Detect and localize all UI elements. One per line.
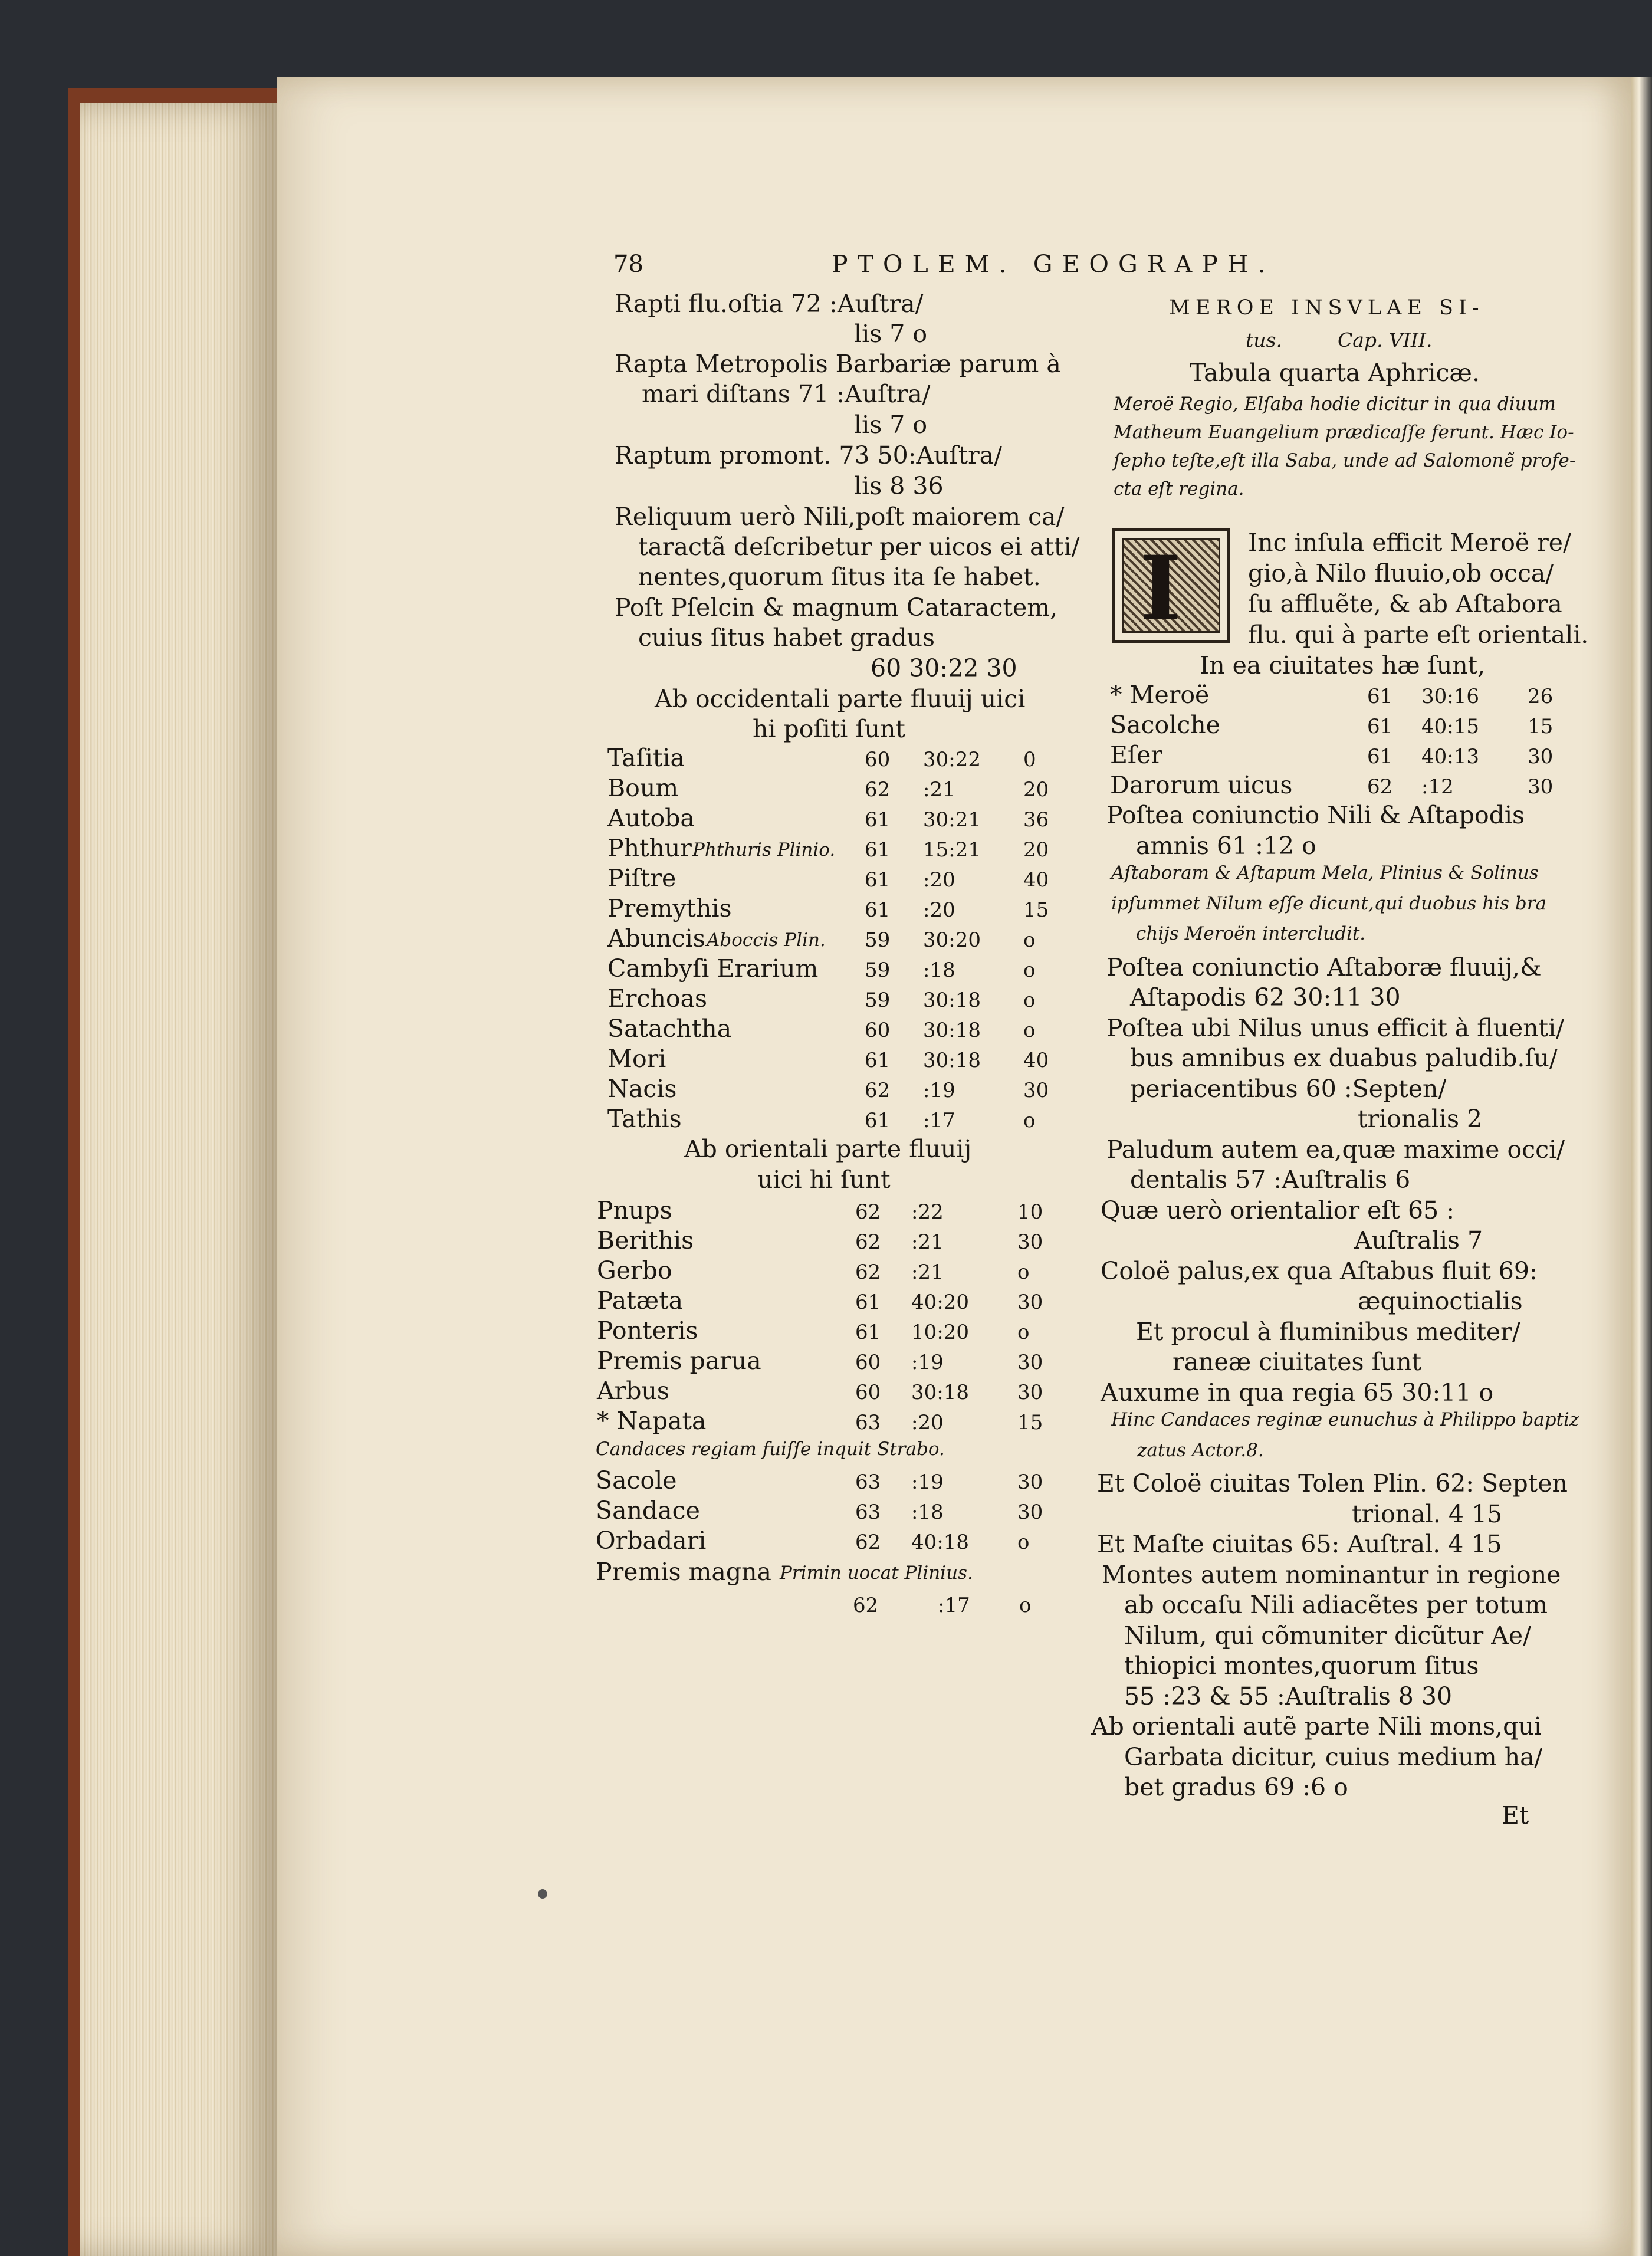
latitude: 30:21 bbox=[923, 808, 981, 832]
minutes: o bbox=[1017, 1260, 1030, 1284]
longitude: 61 bbox=[1367, 745, 1393, 769]
text-line: Paludum autem ea,quæ maxime occi/ bbox=[1106, 1135, 1565, 1164]
town-name: Cambyſi Erarium bbox=[607, 954, 819, 983]
minutes: 30 bbox=[1017, 1230, 1043, 1254]
minutes: o bbox=[1017, 1531, 1030, 1554]
text-line: Coloë palus,ex qua Aſtabus fluit 69: bbox=[1101, 1257, 1538, 1285]
chapter-heading-cont: tus. bbox=[1246, 329, 1282, 352]
longitude: 62 bbox=[865, 778, 891, 802]
town-name: Abuncis bbox=[607, 924, 705, 953]
text-line: Et procul à fluminibus mediter/ bbox=[1136, 1318, 1520, 1346]
text-line: Poſtea coniunctio Nili & Aſtapodis bbox=[1106, 801, 1525, 829]
margin-note: Candaces regiam fuiſſe inquit Strabo. bbox=[596, 1439, 945, 1460]
text-line: Ab orientali autẽ parte Nili mons,qui bbox=[1091, 1712, 1542, 1741]
minutes: 40 bbox=[1023, 868, 1049, 892]
town-name: Orbadari bbox=[596, 1526, 707, 1555]
minutes: 20 bbox=[1023, 838, 1049, 862]
text-line: lis 7 o bbox=[854, 411, 928, 439]
minutes: 10 bbox=[1017, 1200, 1043, 1224]
town-name: Piſtre bbox=[607, 864, 676, 892]
text-line: dentalis 57 :Auſtralis 6 bbox=[1130, 1165, 1411, 1194]
text-line: Hinc Candaces reginæ eunuchus à Philippo baptiz bbox=[1111, 1409, 1579, 1430]
latitude: :17 bbox=[923, 1109, 955, 1132]
latitude: 40:15 bbox=[1421, 715, 1479, 738]
latitude: 30:20 bbox=[923, 928, 981, 952]
section-heading: Ab orientali parte fluuij bbox=[684, 1135, 972, 1163]
minutes: o bbox=[1019, 1594, 1032, 1617]
text-line: trional. 4 15 bbox=[1352, 1500, 1503, 1528]
text-line: Aſtapodis 62 30:11 30 bbox=[1130, 983, 1401, 1012]
town-name: Nacis bbox=[607, 1075, 677, 1103]
latitude: 40:13 bbox=[1421, 745, 1479, 769]
latitude: :18 bbox=[923, 958, 955, 982]
text-line: Montes autem nominantur in regione bbox=[1102, 1561, 1561, 1589]
town-name: Sacole bbox=[596, 1466, 677, 1495]
longitude: 60 bbox=[865, 748, 891, 771]
minutes: 40 bbox=[1023, 1049, 1049, 1072]
town-name: Tathis bbox=[607, 1105, 682, 1133]
catchword: Et bbox=[1502, 1801, 1529, 1830]
intro-note: Matheum Euangelium prædicaſſe ferunt. Hæc Io- bbox=[1114, 422, 1574, 443]
latitude: :22 bbox=[911, 1200, 944, 1224]
minutes: 30 bbox=[1017, 1470, 1043, 1494]
text-line: taractã deſcribetur per uicos ei atti/ bbox=[638, 533, 1080, 561]
text-line: Poſt Pſelcin & magnum Cataractem, bbox=[615, 593, 1058, 622]
town-name: Autoba bbox=[607, 804, 695, 832]
latitude: 40:20 bbox=[911, 1290, 969, 1314]
town-name: Taſitia bbox=[607, 744, 685, 772]
town-name: Ponteris bbox=[597, 1316, 698, 1345]
minutes: o bbox=[1023, 958, 1036, 982]
latitude: 40:18 bbox=[911, 1531, 969, 1554]
minutes: 15 bbox=[1528, 715, 1554, 738]
text-line: bus amnibus ex duabus paludib.ſu/ bbox=[1130, 1044, 1558, 1072]
text-line: bet gradus 69 :6 o bbox=[1124, 1773, 1348, 1801]
longitude: 61 bbox=[865, 808, 891, 832]
longitude: 62 bbox=[865, 1079, 891, 1102]
minutes: o bbox=[1023, 989, 1036, 1012]
town-note: Aboccis Plin. bbox=[707, 930, 826, 951]
minutes: 26 bbox=[1528, 685, 1554, 708]
longitude: 61 bbox=[1367, 715, 1393, 738]
longitude: 62 bbox=[855, 1260, 881, 1284]
town-note: Phthuris Plinio. bbox=[692, 839, 836, 861]
text-line: Nilum, qui cõmuniter dicũtur Ae/ bbox=[1124, 1621, 1531, 1650]
text-line: ipſummet Nilum eſſe dicunt,qui duobus his bra bbox=[1111, 893, 1547, 914]
page-edges bbox=[80, 103, 277, 2256]
town-note: Primin uocat Plinius. bbox=[780, 1562, 973, 1584]
city-name: * Meroë bbox=[1110, 681, 1210, 709]
text-line: gio,à Nilo fluuio,ob occa/ bbox=[1248, 559, 1554, 587]
section-heading: Ab occidentali parte fluuij uici bbox=[655, 685, 1026, 713]
latitude: 30:18 bbox=[923, 989, 981, 1012]
running-title: PTOLEM. GEOGRAPH. bbox=[832, 250, 1275, 278]
text-line: Reliquum uerò Nili,poſt maiorem ca/ bbox=[615, 503, 1065, 531]
text-line: flu. qui à parte eſt orientali. bbox=[1248, 620, 1589, 649]
longitude: 62 bbox=[855, 1531, 881, 1554]
town-name: Premis parua bbox=[597, 1347, 761, 1375]
latitude: :21 bbox=[923, 778, 955, 802]
text-line: chijs Meroën intercludit. bbox=[1136, 923, 1366, 944]
text-line: ſu affluẽte, & ab Aſtabora bbox=[1248, 590, 1562, 618]
latitude: :20 bbox=[911, 1411, 944, 1434]
text-line: lis 8 36 bbox=[854, 472, 944, 500]
text-line: æquinoctialis bbox=[1358, 1287, 1523, 1315]
decorated-initial bbox=[1112, 528, 1230, 643]
tabula-heading: Tabula quarta Aphricæ. bbox=[1190, 359, 1480, 387]
text-line: raneæ ciuitates ſunt bbox=[1173, 1348, 1422, 1376]
chapter-heading: MEROE INSVLAE SI- bbox=[1169, 296, 1484, 320]
longitude: 61 bbox=[865, 868, 891, 892]
text-line: zatus Actor.8. bbox=[1137, 1440, 1264, 1461]
section-heading: hi poſiti ſunt bbox=[753, 715, 905, 743]
longitude: 61 bbox=[865, 1049, 891, 1072]
text-line: Et Coloë ciuitas Tolen Plin. 62: Septen bbox=[1097, 1469, 1568, 1498]
text-line: Auſtralis 7 bbox=[1354, 1226, 1483, 1255]
town-name: Boum bbox=[607, 774, 679, 802]
text-line: Garbata dicitur, cuius medium ha/ bbox=[1124, 1743, 1543, 1771]
page-spot bbox=[538, 1889, 547, 1899]
town-name: Satachtha bbox=[607, 1014, 732, 1043]
minutes: 20 bbox=[1023, 778, 1049, 802]
latitude: 30:16 bbox=[1421, 685, 1479, 708]
intro-note: cta eſt regina. bbox=[1114, 478, 1244, 500]
latitude: :17 bbox=[938, 1594, 970, 1617]
city-name: Darorum uicus bbox=[1110, 771, 1293, 799]
text-line: amnis 61 :12 o bbox=[1136, 832, 1316, 860]
minutes: 0 bbox=[1023, 748, 1036, 771]
latitude: :12 bbox=[1421, 775, 1454, 799]
town-name: Sandace bbox=[596, 1496, 700, 1525]
text-line: Et Maſte ciuitas 65: Auſtral. 4 15 bbox=[1097, 1530, 1502, 1558]
text-line: periacentibus 60 :Septen/ bbox=[1130, 1075, 1447, 1103]
latitude: 30:22 bbox=[923, 748, 981, 771]
chapter-number: Cap. VIII. bbox=[1338, 329, 1433, 352]
longitude: 61 bbox=[865, 898, 891, 922]
minutes: 30 bbox=[1528, 775, 1554, 799]
next-page-edge bbox=[1631, 77, 1652, 2256]
latitude: :19 bbox=[911, 1351, 944, 1374]
longitude: 59 bbox=[865, 928, 891, 952]
minutes: o bbox=[1023, 928, 1036, 952]
town-name: * Napata bbox=[597, 1407, 707, 1435]
text-line: Auxume in qua regia 65 30:11 o bbox=[1101, 1378, 1494, 1407]
town-name: Patæta bbox=[597, 1286, 684, 1315]
minutes: 30 bbox=[1017, 1381, 1043, 1404]
longitude: 61 bbox=[865, 838, 891, 862]
longitude: 61 bbox=[855, 1290, 881, 1314]
town-name: Pnups bbox=[597, 1196, 672, 1224]
text-line: Poſtea coniunctio Aſtaboræ fluuij,& bbox=[1106, 953, 1542, 981]
text-line: cuius ſitus habet gradus bbox=[638, 623, 935, 652]
longitude: 60 bbox=[855, 1381, 881, 1404]
minutes: 30 bbox=[1017, 1290, 1043, 1314]
latitude: :19 bbox=[911, 1470, 944, 1494]
latitude: :21 bbox=[911, 1230, 944, 1254]
text-line: Inc inſula efficit Meroë re/ bbox=[1248, 528, 1571, 557]
latitude: 10:20 bbox=[911, 1321, 969, 1344]
text-line: Aſtaboram & Aſtapum Mela, Plinius & Solinus bbox=[1111, 862, 1539, 884]
longitude: 63 bbox=[855, 1411, 881, 1434]
longitude: 59 bbox=[865, 989, 891, 1012]
text-line: Rapta Metropolis Barbariæ parum à bbox=[615, 350, 1061, 378]
text-line: 55 :23 & 55 :Auſtralis 8 30 bbox=[1124, 1682, 1453, 1710]
text-line: Poſtea ubi Nilus unus efficit à fluenti/ bbox=[1106, 1014, 1565, 1042]
longitude: 61 bbox=[1367, 685, 1393, 708]
longitude: 60 bbox=[855, 1351, 881, 1374]
text-line: Rapti flu.oſtia 72 :Auſtra/ bbox=[615, 290, 924, 318]
intro-note: ſepho teſte,eſt illa Saba, unde ad Salomonẽ profe- bbox=[1114, 450, 1576, 471]
longitude: 61 bbox=[855, 1321, 881, 1344]
town-name: Berithis bbox=[597, 1226, 694, 1255]
minutes: o bbox=[1023, 1109, 1036, 1132]
section-heading: uici hi ſunt bbox=[757, 1165, 891, 1194]
intro-note: Meroë Regio, Elſaba hodie dicitur in qua diuum bbox=[1114, 393, 1556, 415]
town-name: Erchoas bbox=[607, 984, 708, 1013]
latitude: :20 bbox=[923, 898, 955, 922]
page-number: 78 bbox=[613, 251, 643, 278]
latitude: 15:21 bbox=[923, 838, 981, 862]
city-name: Sacolche bbox=[1110, 711, 1220, 739]
latitude: :20 bbox=[923, 868, 955, 892]
minutes: 15 bbox=[1023, 898, 1049, 922]
longitude: 62 bbox=[855, 1230, 881, 1254]
longitude: 62 bbox=[1367, 775, 1393, 799]
longitude: 59 bbox=[865, 958, 891, 982]
text-line: ab occaſu Nili adiacẽtes per totum bbox=[1124, 1591, 1548, 1619]
minutes: o bbox=[1017, 1321, 1030, 1344]
latitude: :18 bbox=[911, 1500, 944, 1524]
latitude: 30:18 bbox=[911, 1381, 969, 1404]
text-line: mari diſtans 71 :Auſtra/ bbox=[642, 380, 931, 408]
text-line: Quæ uerò orientalior eſt 65 : bbox=[1101, 1196, 1455, 1224]
minutes: 30 bbox=[1023, 1079, 1049, 1102]
minutes: 15 bbox=[1017, 1411, 1043, 1434]
town-name: Gerbo bbox=[597, 1256, 672, 1285]
town-name: Mori bbox=[607, 1045, 666, 1073]
latitude: :19 bbox=[923, 1079, 955, 1102]
town-name: Phthur bbox=[607, 834, 692, 862]
text-line: nentes,quorum ſitus ita ſe habet. bbox=[638, 563, 1041, 591]
minutes: 36 bbox=[1023, 808, 1049, 832]
latitude: :21 bbox=[911, 1260, 944, 1284]
latitude: 30:18 bbox=[923, 1019, 981, 1042]
minutes: 30 bbox=[1017, 1351, 1043, 1374]
town-name: Premythis bbox=[607, 894, 732, 922]
text-line: 60 30:22 30 bbox=[871, 654, 1017, 682]
text-line: In ea ciuitates hæ ſunt, bbox=[1200, 651, 1486, 679]
minutes: 30 bbox=[1528, 745, 1554, 769]
longitude: 61 bbox=[865, 1109, 891, 1132]
text-line: thiopici montes,quorum ſitus bbox=[1124, 1651, 1479, 1680]
longitude: 62 bbox=[855, 1200, 881, 1224]
latitude: 30:18 bbox=[923, 1049, 981, 1072]
longitude: 60 bbox=[865, 1019, 891, 1042]
text-line: trionalis 2 bbox=[1358, 1105, 1483, 1133]
town-name: Arbus bbox=[597, 1377, 669, 1405]
longitude: 62 bbox=[853, 1594, 879, 1617]
town-name: Premis magna bbox=[596, 1558, 771, 1586]
minutes: o bbox=[1023, 1019, 1036, 1042]
longitude: 63 bbox=[855, 1470, 881, 1494]
text-line: lis 7 o bbox=[854, 320, 928, 348]
longitude: 63 bbox=[855, 1500, 881, 1524]
text-line: Raptum promont. 73 50:Auſtra/ bbox=[615, 441, 1003, 469]
city-name: Eſer bbox=[1110, 741, 1162, 769]
minutes: 30 bbox=[1017, 1500, 1043, 1524]
initial-letter: I bbox=[1140, 537, 1182, 641]
